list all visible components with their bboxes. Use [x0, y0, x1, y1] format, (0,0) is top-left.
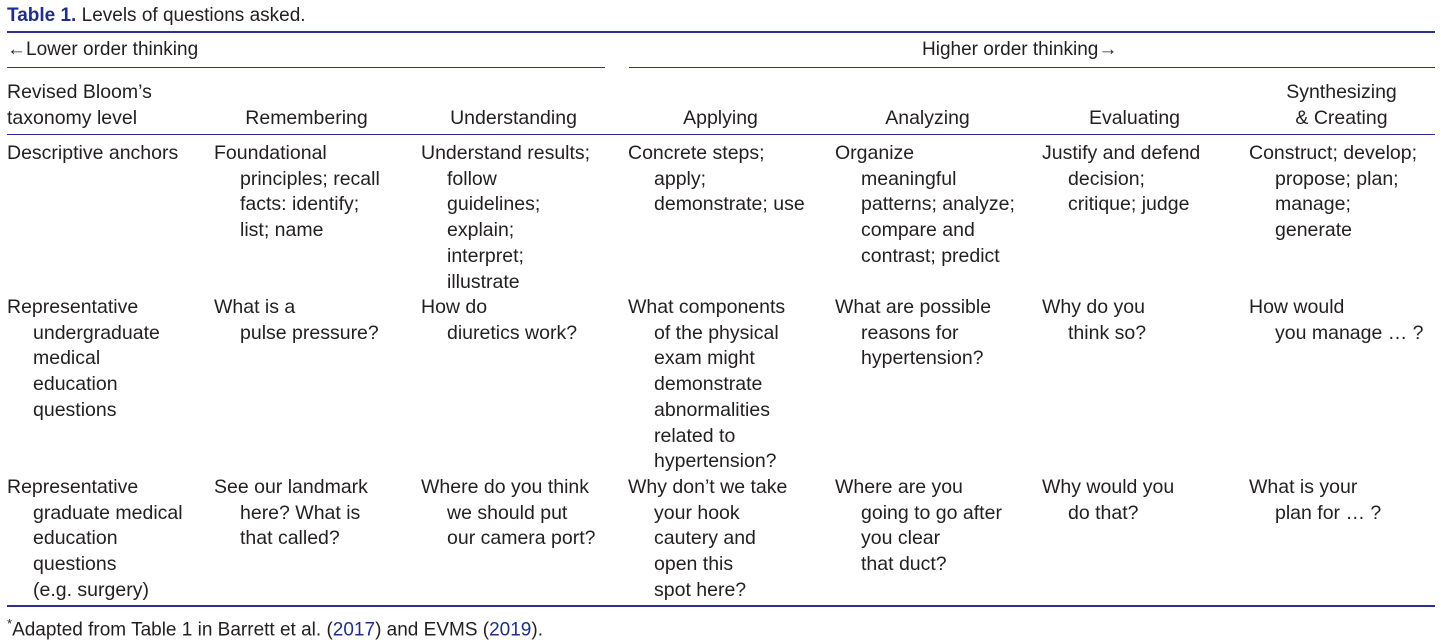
footnote-ref-barrett[interactable]: 2017 [332, 619, 376, 641]
cell-line: Representative [7, 296, 139, 318]
cell-line: patterns; analyze; [861, 193, 1015, 216]
cell-line: open this [654, 553, 734, 576]
cell-line: What components [628, 296, 786, 318]
cell-applying [628, 141, 805, 218]
cell-line: think so? [1068, 321, 1147, 344]
header-line: Analyzing [885, 107, 970, 129]
cell-analyzing [835, 141, 1015, 270]
cell-line: graduate medical [33, 501, 183, 524]
cell-line: that duct? [861, 553, 947, 576]
cell-line: do that? [1068, 501, 1139, 524]
cell-line: questions [33, 398, 117, 421]
cell-line: education [33, 527, 118, 550]
footnote-mark: * [7, 616, 13, 631]
cell-line: generate [1275, 219, 1352, 242]
cell-line: Representative [7, 476, 139, 498]
footnote-ref-evms[interactable]: 2019 [489, 619, 532, 641]
bottom-rule [7, 605, 1435, 607]
cell-remembering [214, 475, 368, 552]
cell-line: Construct; develop; [1249, 142, 1418, 164]
cell-line: contrast; predict [861, 244, 1000, 267]
cell-line: principles; recall [240, 167, 380, 190]
cell-line: How would [1249, 296, 1345, 318]
cell-understanding [421, 141, 590, 295]
cell-line: See our landmark [214, 476, 368, 498]
cell-line: hypertension? [861, 347, 984, 370]
row-undergraduate-label [7, 295, 160, 424]
header-line: Understanding [450, 107, 577, 129]
spanner-higher-order: Higher order thinking→ [922, 39, 1118, 60]
cell-line: facts: identify; [240, 193, 360, 216]
cell-line: meaningful [861, 167, 957, 190]
cell-line: medical [33, 347, 101, 370]
cell-line: Concrete steps; [628, 142, 765, 164]
cell-line: What are possible [835, 296, 992, 318]
cell-line: spot here? [654, 578, 747, 601]
cell-line: your hook [654, 501, 740, 524]
cell-line: manage; [1275, 193, 1351, 216]
header-rule [7, 134, 1435, 135]
header-line: Evaluating [1088, 107, 1181, 129]
cell-remembering [214, 295, 379, 346]
cell-evaluating [1042, 141, 1200, 218]
cell-line: compare and [861, 219, 975, 242]
cell-line: of the physical [654, 321, 779, 344]
cell-applying [628, 475, 787, 604]
caption-label: Table 1. [7, 5, 77, 26]
table-footnote [7, 612, 543, 642]
cell-line: illustrate [447, 270, 520, 293]
cell-line: you manage … ? [1275, 321, 1424, 344]
footnote-text-middle: ) and EVMS ( [375, 619, 490, 641]
cell-line: exam might [654, 347, 755, 370]
cell-line: How do [421, 296, 488, 318]
spanner-rule-right [629, 67, 1435, 68]
cell-line: apply; [654, 167, 707, 190]
cell-line: interpret; [447, 244, 524, 267]
cell-line: Justify and defend [1042, 142, 1201, 164]
cell-line: we should put [447, 501, 568, 524]
cell-synthesizing [1249, 141, 1417, 244]
header-remembering [214, 106, 399, 132]
cell-line: that called? [240, 527, 340, 550]
cell-line: abnormalities [654, 398, 770, 421]
header-applying [628, 106, 813, 132]
header-line: Remembering [245, 107, 368, 129]
header-line: Synthesizing [1286, 81, 1397, 103]
header-understanding [421, 106, 606, 132]
cell-line: pulse pressure? [240, 321, 379, 344]
cell-applying [628, 295, 785, 475]
header-line: Revised Bloom’s [7, 81, 152, 103]
cell-line: reasons for [861, 321, 959, 344]
cell-line: Understand results; [421, 142, 591, 164]
cell-line: What is a [214, 296, 296, 318]
header-line: taxonomy level [7, 106, 138, 129]
cell-line: going to go after [861, 501, 1002, 524]
cell-line: Why don’t we take [628, 476, 788, 498]
header-line: & Creating [1295, 106, 1388, 129]
cell-line: What is your [1249, 476, 1358, 498]
caption-text: Levels of questions asked. [81, 5, 306, 26]
cell-remembering [214, 141, 380, 244]
cell-line: (e.g. surgery) [33, 578, 149, 601]
header-synthesizing-creating [1249, 80, 1434, 131]
cell-line: Organize [835, 142, 915, 164]
cell-line: related to [654, 424, 736, 447]
header-evaluating [1042, 106, 1227, 132]
cell-line: Why do you [1042, 296, 1145, 318]
footnote-text-before: Adapted from Table 1 in Barrett et al. ( [12, 619, 333, 641]
cell-line: undergraduate [33, 321, 160, 344]
cell-line: Why would you [1042, 476, 1175, 498]
cell-line: list; name [240, 219, 324, 242]
cell-synthesizing [1249, 295, 1424, 346]
cell-line: Where do you think [421, 476, 590, 498]
header-taxonomy-level [7, 80, 197, 131]
cell-line: plan for … ? [1275, 501, 1382, 524]
cell-line: guidelines; [447, 193, 541, 216]
cell-line: critique; judge [1068, 193, 1190, 216]
cell-evaluating [1042, 295, 1146, 346]
cell-line: follow [447, 167, 497, 190]
cell-understanding [421, 475, 596, 552]
cell-line: Where are you [835, 476, 963, 498]
spanner-rule-left [7, 67, 605, 68]
header-line: Applying [683, 107, 758, 129]
cell-line: here? What is [240, 501, 361, 524]
footnote-text-after: ). [531, 619, 543, 641]
cell-understanding [421, 295, 577, 346]
cell-line: cautery and [654, 527, 756, 550]
cell-line: you clear [861, 527, 941, 550]
cell-line: questions [33, 553, 117, 576]
cell-line: demonstrate; use [654, 193, 805, 216]
cell-analyzing [835, 295, 991, 372]
spanner-lower-order: ←Lower order thinking [7, 39, 199, 60]
row-graduate-label [7, 475, 183, 604]
cell-line: our camera port? [447, 527, 596, 550]
cell-line: decision; [1068, 167, 1145, 190]
cell-line: Foundational [214, 142, 327, 164]
header-analyzing [835, 106, 1020, 132]
cell-line: explain; [447, 219, 515, 242]
row-descriptive-anchors-label [7, 141, 178, 167]
cell-synthesizing [1249, 475, 1381, 526]
cell-line: diuretics work? [447, 321, 578, 344]
table-caption [7, 4, 306, 28]
cell-line: demonstrate [654, 373, 763, 396]
top-rule [7, 31, 1435, 33]
cell-line: propose; plan; [1275, 167, 1399, 190]
cell-analyzing [835, 475, 1002, 578]
cell-line: hypertension? [654, 450, 777, 473]
cell-evaluating [1042, 475, 1174, 526]
cell-line: Descriptive anchors [7, 142, 179, 164]
cell-line: education [33, 373, 118, 396]
